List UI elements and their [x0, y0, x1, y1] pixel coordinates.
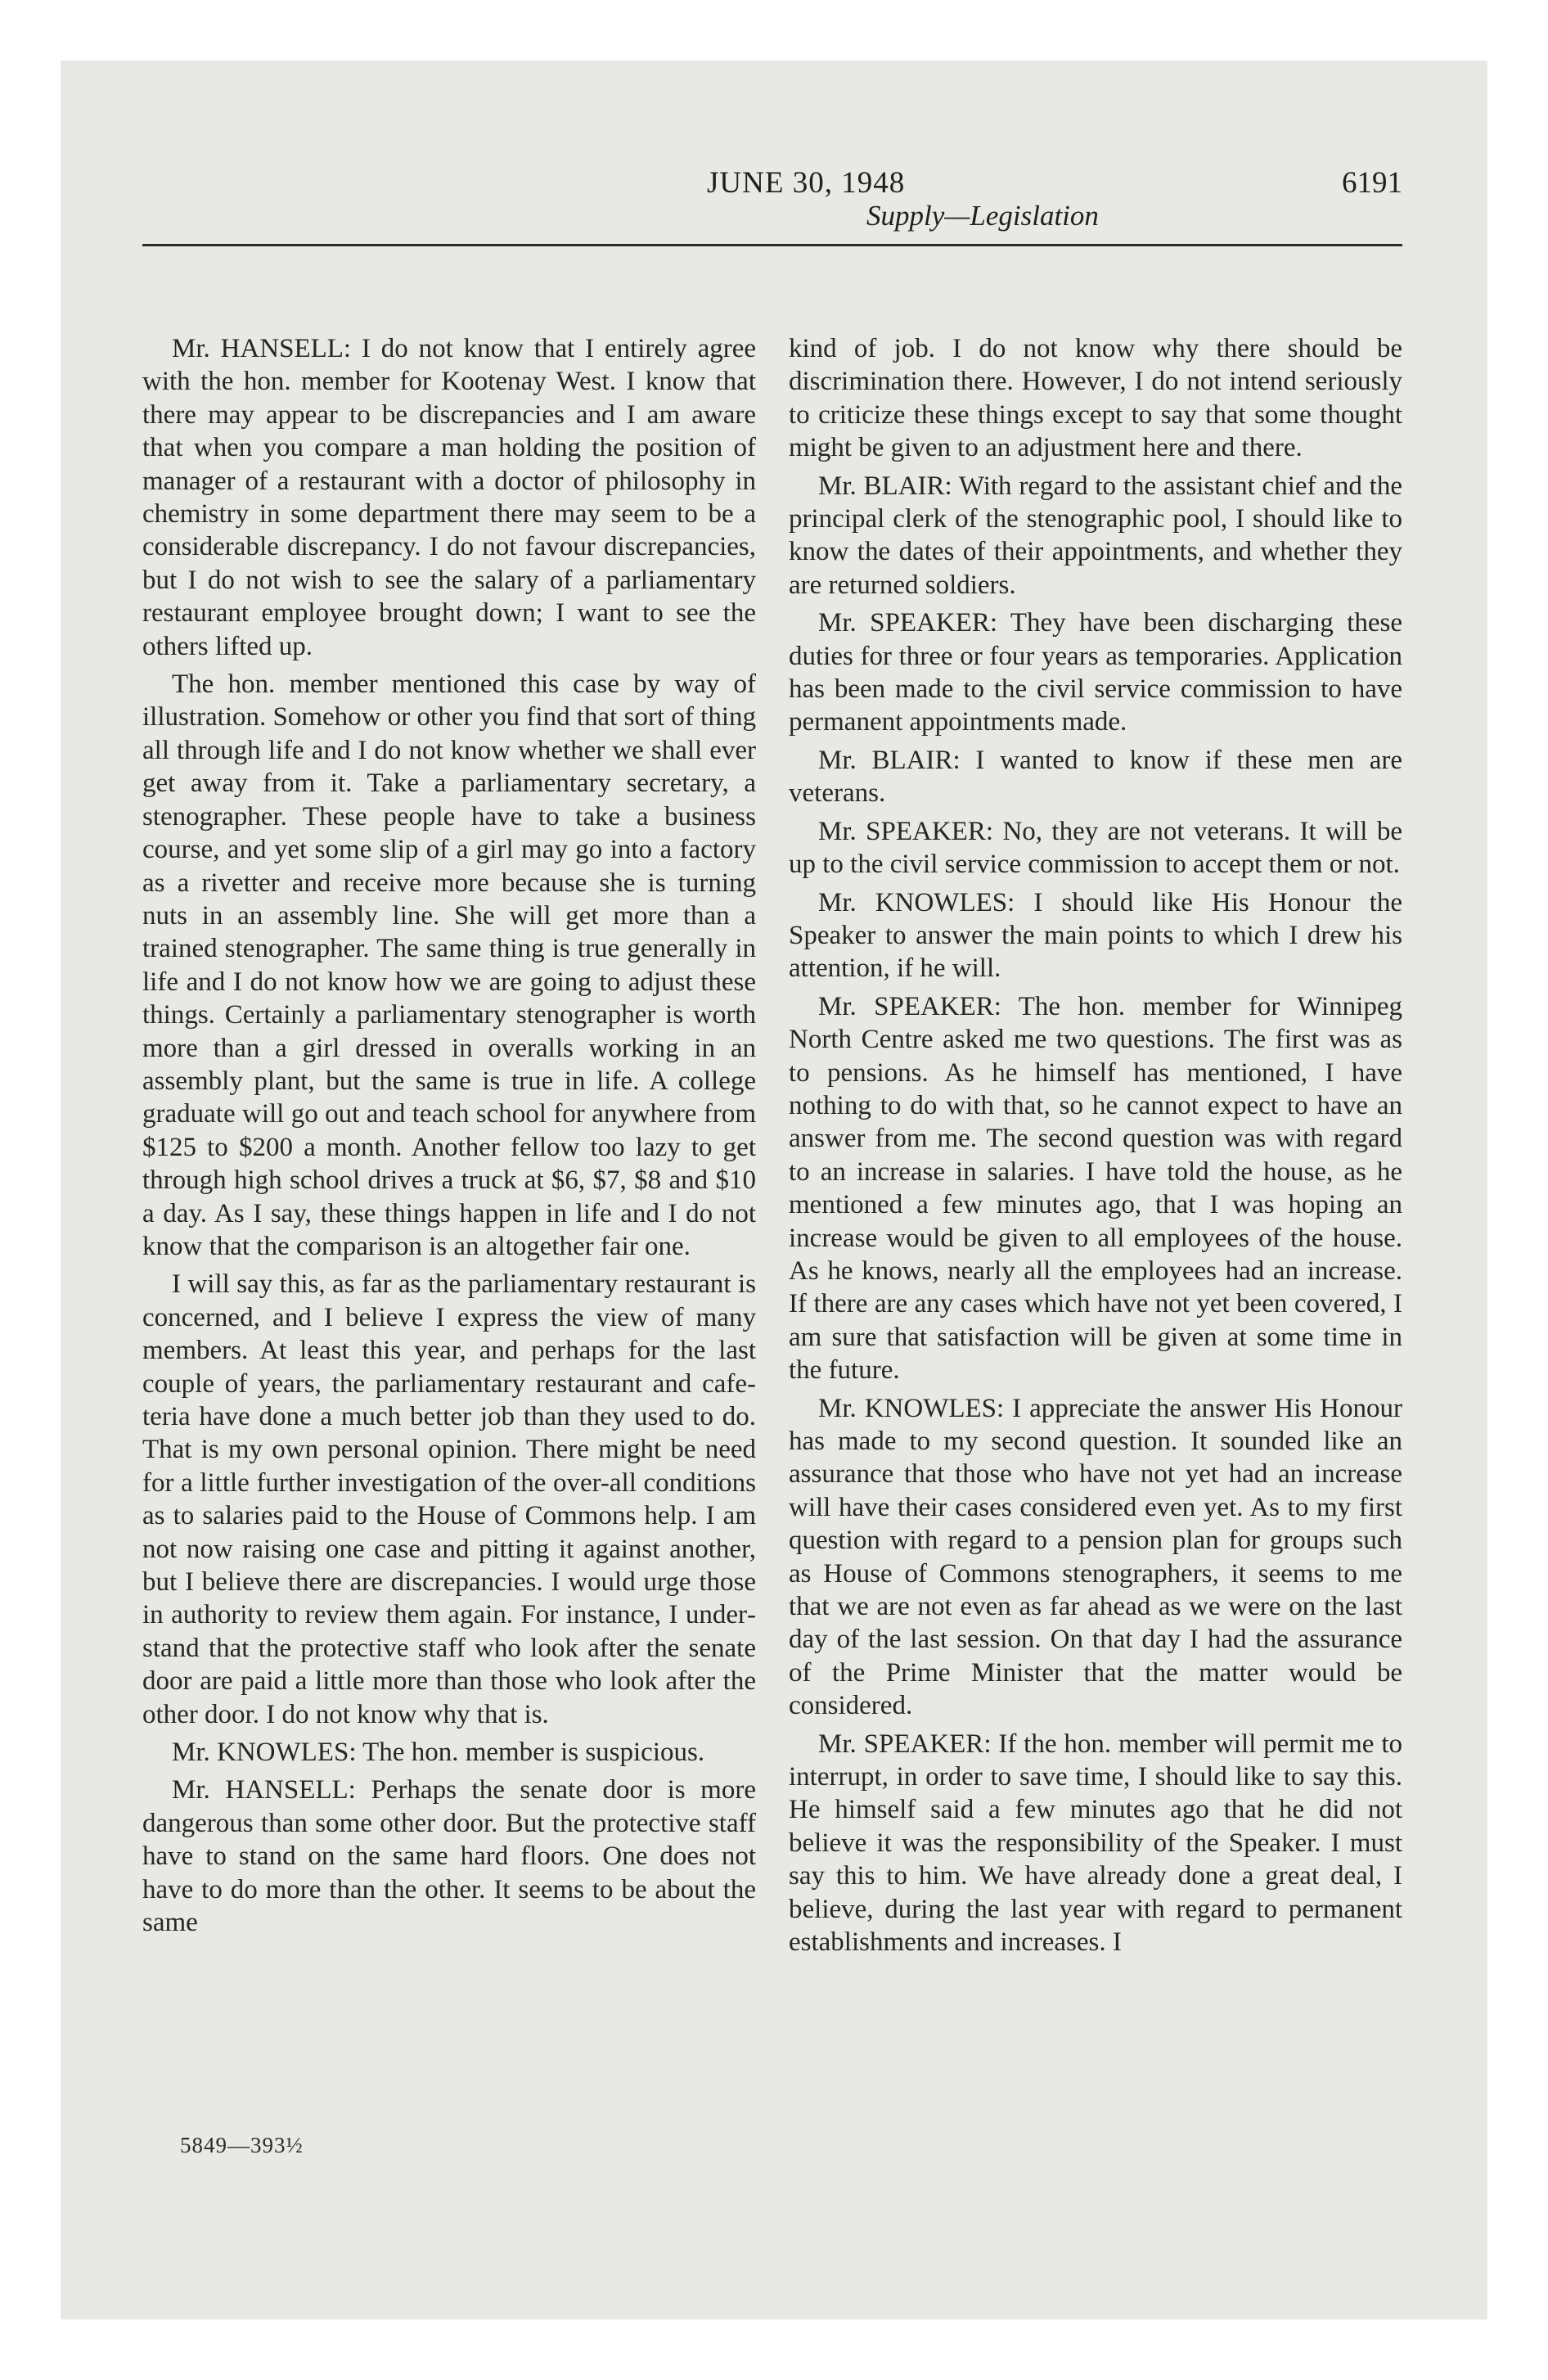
paragraph: Mr. KNOWLES: I appreciate the answer His Honour has made to my second question. It sounded like an assurance that those who have not yet had an increase will have their cases considered even yet. As to my first question with regard to a pension plan for groups such as House of Commons stenographers, it seems to me that we are not even as far ahead as we were on the last day of the last session. On that day I had the assurance of the Prime Minister that the matter would be considered.	[789, 1393, 1402, 1721]
paragraph-continued: kind of job. I do not know why there should be discrimination there. However, I do not intend seriously to criticize these things except to say that some thought might be given to an adjustment here and there.	[789, 334, 1402, 463]
paragraph: Mr. SPEAKER: No, they are not veterans. It will be up to the civil service commission to accept them or not.	[789, 816, 1402, 880]
paragraph: Mr. SPEAKER: The hon. member for Winnipeg North Centre asked me two questions. The first was as to pensions. As he himself has mentioned, I have nothing to do with that, so he cannot expect to have an answer from me. The second question was with regard to an increase in salaries. I have told the house, as he mentioned a few minutes ago, that I was hoping an increase would be given to all employees of the house. As he knows, nearly all the employees had an increase. If there are any cases which have not yet been covered, I am sure that satisfaction will be given at some time in the future.	[789, 991, 1402, 1386]
header-rule	[142, 244, 1402, 246]
paragraph: Mr. BLAIR: I wanted to know if these men are veterans.	[789, 745, 1402, 809]
page-sheet	[61, 61, 1487, 2319]
paragraph: Mr. HANSELL: I do not know that I entirely agree with the hon. member for Kootenay West. I know that there may appear to be discrepancies and I am aware that when you compare a man holding the position of manager of a restaurant with a doctor of philosophy in chemistry in some department there may seem to be a considerable discrepancy. I do not favour discrepancies, but I do not wish to see the salary of a parliamentary restaurant employee brought down; I want to see the others lifted up.	[142, 334, 756, 661]
paragraph: Mr. KNOWLES: I should like His Honour the Speaker to answer the main points to which I drew his attention, if he will.	[789, 887, 1402, 984]
page-number: 6191	[1342, 166, 1402, 200]
paragraph: Mr. SPEAKER: They have been discharging these duties for three or four years as temporaries. Application has been made to the civil service commission to have permanent appointments made.	[789, 608, 1402, 737]
paragraph: The hon. member mentioned this case by way of illustration. Somehow or other you find that sort of thing all through life and I do not know whether we shall ever get away from it. Take a parliamentary secretary, a stenographer. These people have to take a business course, and yet some slip of a girl may go into a factory as a rivetter and receive more because she is turning nuts in an assembly line. She will get more than a trained stenographer. The same thing is true generally in life and I do not know how we are going to adjust these things. Certainly a parliamentary stenographer is worth more than a girl dressed in overalls working in an assembly plant, but the same is true in life. A college graduate will go out and teach school for anywhere from $125 to $200 a month. Another fellow too lazy to get through high school drives a truck at $6, $7, $8 and $10 a day. As I say, these things happen in life and I do not know that the comparison is an altogether fair one.	[142, 669, 756, 1261]
right-column	[789, 332, 1402, 1964]
paragraph: I will say this, as far as the parliamentary restaurant is concerned, and I believe I express the view of many members. At least this year, and perhaps for the last couple of years, the parliamentary restaurant and cafe teria have done a much better job than they used to do. That is my own personal opinion. There might be need for a little further investigation of the over-all conditions as to salaries paid to the House of Commons help. I am not now raising one case and pitting it against another, but I believe there are discrepancies. I would urge those in authority to review them again. For instance, I understand that the protective staff who look after the senate door are paid a little more than those who look after the other door. I do not know why that is.	[142, 1269, 756, 1729]
section-title: Supply—Legislation	[866, 200, 1099, 232]
page-header	[142, 165, 1402, 301]
paragraph: Mr. SPEAKER: If the hon. member will permit me to interrupt, in order to save time, I should like to say this. He himself said a few minutes ago that he did not believe it was the responsibility of the Speaker. I must say this to him. We have already done a great deal, I believe, during the last year with regard to permanent establishments and increases. I	[789, 1729, 1402, 1958]
printer-signature: 5849—393½	[180, 2133, 304, 2157]
paragraph: Mr. KNOWLES: The hon. member is suspicious.	[172, 1738, 705, 1768]
left-column	[142, 332, 756, 1945]
header-date: JUNE 30, 1948	[707, 166, 906, 200]
paragraph: Mr. HANSELL: Perhaps the senate door is more dangerous than some other door. But the protective staff have to stand on the same hard floors. One does not have to do more than the other. It seems to be about the same	[142, 1775, 756, 1938]
paragraph: Mr. BLAIR: With regard to the assistant chief and the principal clerk of the stenographic pool, I should like to know the dates of their appointments, and whether they are returned soldiers.	[789, 471, 1402, 600]
